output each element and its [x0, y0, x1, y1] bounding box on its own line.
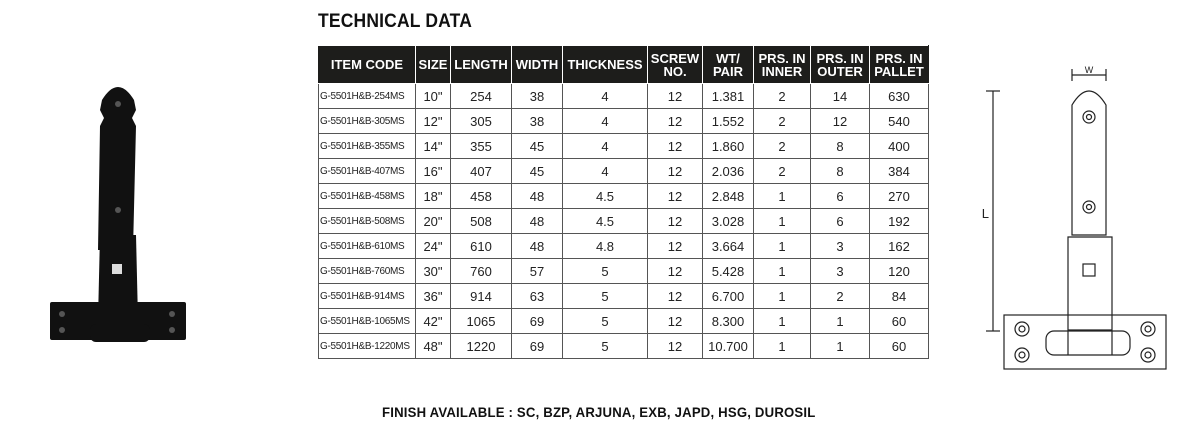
column-header-text: WIDTH — [515, 57, 559, 72]
table-cell: 38 — [512, 109, 563, 134]
table-cell: 192 — [870, 209, 929, 234]
column-header-text: PALLET — [874, 63, 924, 79]
table-cell: 508 — [451, 209, 512, 234]
column-header — [811, 46, 870, 84]
table-cell: 120 — [870, 259, 929, 284]
table-cell: 1.552 — [703, 109, 754, 134]
table-cell: 8.300 — [703, 309, 754, 334]
column-header — [512, 46, 563, 84]
table-cell: 14 — [811, 84, 870, 109]
hinge-product-image — [40, 70, 210, 360]
table-cell: 12 — [648, 284, 703, 309]
table-cell: 355 — [451, 134, 512, 159]
table-cell: 2 — [754, 134, 811, 159]
table-cell: 1 — [754, 334, 811, 359]
table-cell: 4 — [563, 109, 648, 134]
table-cell: 45 — [512, 134, 563, 159]
table-cell: 36" — [416, 284, 451, 309]
length-dimension-label: L — [981, 206, 989, 221]
table-cell: 8 — [811, 159, 870, 184]
item-code-cell: G-5501H&B-407MS — [319, 159, 416, 184]
table-cell: 12 — [648, 234, 703, 259]
table-cell: 1 — [754, 309, 811, 334]
table-cell: 1 — [811, 334, 870, 359]
table-cell: 10" — [416, 84, 451, 109]
column-header — [416, 46, 451, 84]
column-header-text: PAIR — [712, 63, 744, 79]
table-cell: 3.028 — [703, 209, 754, 234]
table-cell: 3 — [811, 234, 870, 259]
width-dimension-label: W — [1084, 65, 1094, 75]
column-header-text: PRS. IN — [758, 50, 806, 66]
column-header — [563, 46, 648, 84]
table-cell: 8 — [811, 134, 870, 159]
table-cell: 4.5 — [563, 209, 648, 234]
table-cell: 2 — [754, 84, 811, 109]
table-cell: 12 — [648, 309, 703, 334]
table-cell: 60 — [870, 334, 929, 359]
item-code-cell: G-5501H&B-1065MS — [319, 309, 416, 334]
table-cell: 30" — [416, 259, 451, 284]
table-cell: 6 — [811, 184, 870, 209]
column-header — [451, 46, 512, 84]
table-cell: 12 — [648, 134, 703, 159]
table-cell: 305 — [451, 109, 512, 134]
table-cell: 69 — [512, 309, 563, 334]
column-header — [870, 46, 929, 84]
table-cell: 2.036 — [703, 159, 754, 184]
table-cell: 12 — [811, 109, 870, 134]
item-code-cell: G-5501H&B-1220MS — [319, 334, 416, 359]
table-cell: 5.428 — [703, 259, 754, 284]
table-row — [319, 109, 929, 134]
table-cell: 1 — [754, 184, 811, 209]
table-cell: 4 — [563, 159, 648, 184]
table-row — [319, 159, 929, 184]
table-cell: 270 — [870, 184, 929, 209]
column-header-text: PRS. IN — [875, 50, 923, 66]
table-cell: 12" — [416, 109, 451, 134]
table-cell: 57 — [512, 259, 563, 284]
table-cell: 458 — [451, 184, 512, 209]
technical-data-table — [318, 45, 929, 359]
column-header-text: PRS. IN — [816, 50, 864, 66]
table-row — [319, 309, 929, 334]
table-cell: 400 — [870, 134, 929, 159]
table-cell: 2 — [754, 109, 811, 134]
table-row — [319, 259, 929, 284]
table-cell: 5 — [563, 284, 648, 309]
table-cell: 760 — [451, 259, 512, 284]
table-cell: 14" — [416, 134, 451, 159]
finish-available-note: FINISH AVAILABLE : SC, BZP, ARJUNA, EXB, JAPD, HSG, DUROSIL — [382, 404, 816, 420]
column-header — [754, 46, 811, 84]
table-cell: 42" — [416, 309, 451, 334]
item-code-cell: G-5501H&B-355MS — [319, 134, 416, 159]
table-row — [319, 284, 929, 309]
table-cell: 60 — [870, 309, 929, 334]
table-row — [319, 209, 929, 234]
table-cell: 630 — [870, 84, 929, 109]
table-cell: 3.664 — [703, 234, 754, 259]
table-cell: 384 — [870, 159, 929, 184]
table-cell: 914 — [451, 284, 512, 309]
table-cell: 10.700 — [703, 334, 754, 359]
table-row — [319, 234, 929, 259]
table-cell: 4 — [563, 134, 648, 159]
table-cell: 48 — [512, 234, 563, 259]
table-cell: 12 — [648, 184, 703, 209]
table-cell: 69 — [512, 334, 563, 359]
table-cell: 20" — [416, 209, 451, 234]
table-cell: 1065 — [451, 309, 512, 334]
table-cell: 1 — [754, 284, 811, 309]
table-cell: 12 — [648, 159, 703, 184]
table-cell: 1 — [754, 209, 811, 234]
hinge-technical-drawing — [980, 55, 1180, 375]
table-cell: 16" — [416, 159, 451, 184]
table-cell: 1 — [754, 234, 811, 259]
column-header-text: ITEM CODE — [330, 57, 404, 72]
table-header-row — [319, 46, 929, 84]
table-cell: 63 — [512, 284, 563, 309]
table-cell: 5 — [563, 259, 648, 284]
table-cell: 38 — [512, 84, 563, 109]
table-cell: 610 — [451, 234, 512, 259]
table-cell: 1 — [754, 259, 811, 284]
item-code-cell: G-5501H&B-508MS — [319, 209, 416, 234]
item-code-cell: G-5501H&B-254MS — [319, 84, 416, 109]
item-code-cell: G-5501H&B-914MS — [319, 284, 416, 309]
table-cell: 48 — [512, 184, 563, 209]
column-header — [703, 46, 754, 84]
table-cell: 24" — [416, 234, 451, 259]
table-cell: 4 — [563, 84, 648, 109]
table-cell: 45 — [512, 159, 563, 184]
table-cell: 6 — [811, 209, 870, 234]
table-cell: 5 — [563, 334, 648, 359]
table-cell: 1.381 — [703, 84, 754, 109]
column-header-text: NO. — [663, 63, 687, 79]
table-cell: 1.860 — [703, 134, 754, 159]
table-row — [319, 134, 929, 159]
table-cell: 2 — [754, 159, 811, 184]
table-cell: 84 — [870, 284, 929, 309]
item-code-cell: G-5501H&B-305MS — [319, 109, 416, 134]
table-cell: 2.848 — [703, 184, 754, 209]
section-title: TECHNICAL DATA — [318, 11, 473, 32]
table-cell: 4.5 — [563, 184, 648, 209]
column-header-text: SCREW — [650, 50, 700, 66]
table-row — [319, 334, 929, 359]
table-cell: 12 — [648, 84, 703, 109]
table-cell: 1220 — [451, 334, 512, 359]
table-cell: 162 — [870, 234, 929, 259]
column-header-text: OUTER — [817, 63, 863, 79]
table-body — [319, 84, 929, 359]
table-cell: 2 — [811, 284, 870, 309]
table-cell: 5 — [563, 309, 648, 334]
item-code-cell: G-5501H&B-760MS — [319, 259, 416, 284]
table-cell: 12 — [648, 259, 703, 284]
table-cell: 254 — [451, 84, 512, 109]
table-cell: 48 — [512, 209, 563, 234]
column-header-text: WT/ — [716, 50, 740, 66]
table-cell: 3 — [811, 259, 870, 284]
column-header-text: SIZE — [418, 57, 448, 72]
table-cell: 12 — [648, 209, 703, 234]
item-code-cell: G-5501H&B-458MS — [319, 184, 416, 209]
table-cell: 12 — [648, 109, 703, 134]
table-row — [319, 84, 929, 109]
table-row — [319, 184, 929, 209]
table-cell: 1 — [811, 309, 870, 334]
column-header-text: THICKNESS — [567, 57, 643, 72]
table-cell: 6.700 — [703, 284, 754, 309]
table-cell: 48" — [416, 334, 451, 359]
item-code-cell: G-5501H&B-610MS — [319, 234, 416, 259]
column-header — [648, 46, 703, 84]
table-cell: 4.8 — [563, 234, 648, 259]
column-header — [319, 46, 416, 84]
table-cell: 18" — [416, 184, 451, 209]
table-cell: 540 — [870, 109, 929, 134]
column-header-text: LENGTH — [454, 57, 508, 72]
table-cell: 12 — [648, 334, 703, 359]
column-header-text: INNER — [761, 63, 803, 79]
table-cell: 407 — [451, 159, 512, 184]
